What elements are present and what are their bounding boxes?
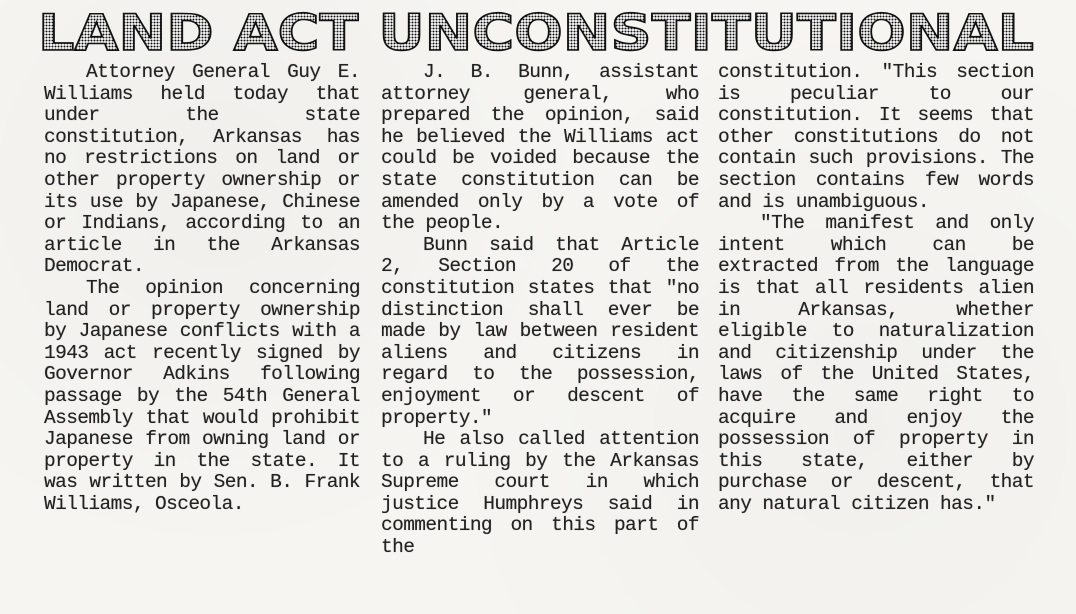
- headline: [36, 6, 1036, 56]
- paragraph: The opinion concerning land or property ownership by Japanese conflicts with a 1943 act recently signed by Governor Adkins following passage by the 54th General Assembly that would prohibit Japanese from owning land or property in the state. It was written by Sen. B. Frank Williams, Osceola.: [44, 276, 360, 515]
- paragraph: J. B. Bunn, assistant attorney general, who prepared the opinion, said he believed the Williams act could be voided because the state constitution can be amended only by a vote of the people.: [381, 61, 699, 235]
- paragraph: "The manifest and only intent which can be extracted from the language is that all residents alien in Arkansas, whether eligible to naturalization and citizenship under the laws of the United States, have the same right to acquire and enjoy the possession of property in this state, either by purchase or descent, that any natural citizen has.": [718, 212, 1034, 515]
- headline-text: LAND ACT UNCONSTITUTIONAL: [38, 6, 1034, 56]
- article-column-1: [44, 62, 360, 515]
- article-column-3: [718, 62, 1034, 515]
- headline-graphic: [36, 6, 1036, 56]
- paragraph: Attorney General Guy E. Williams held today that under the state constitution, Arkansas has no restrictions on land or other property ownership or its use by Japanese, Chinese or Indians, according to an article in the Arkansas Democrat.: [44, 61, 360, 278]
- article-column-2: [381, 62, 699, 559]
- paragraph: Bunn said that Article 2, Section 20 of the constitution states that "no distinction shall ever be made by law between resident aliens and citizens in regard to the possession, enjoyment or descent of property.": [381, 233, 699, 429]
- paragraph: He also called attention to a ruling by the Arkansas Supreme court in which justice Humphreys said in commenting on this part of the: [381, 428, 699, 559]
- paragraph: constitution. "This section is peculiar to our constitution. It seems that other constitutions do not contain such provisions. The section contains few words and is unambiguous.: [718, 61, 1034, 213]
